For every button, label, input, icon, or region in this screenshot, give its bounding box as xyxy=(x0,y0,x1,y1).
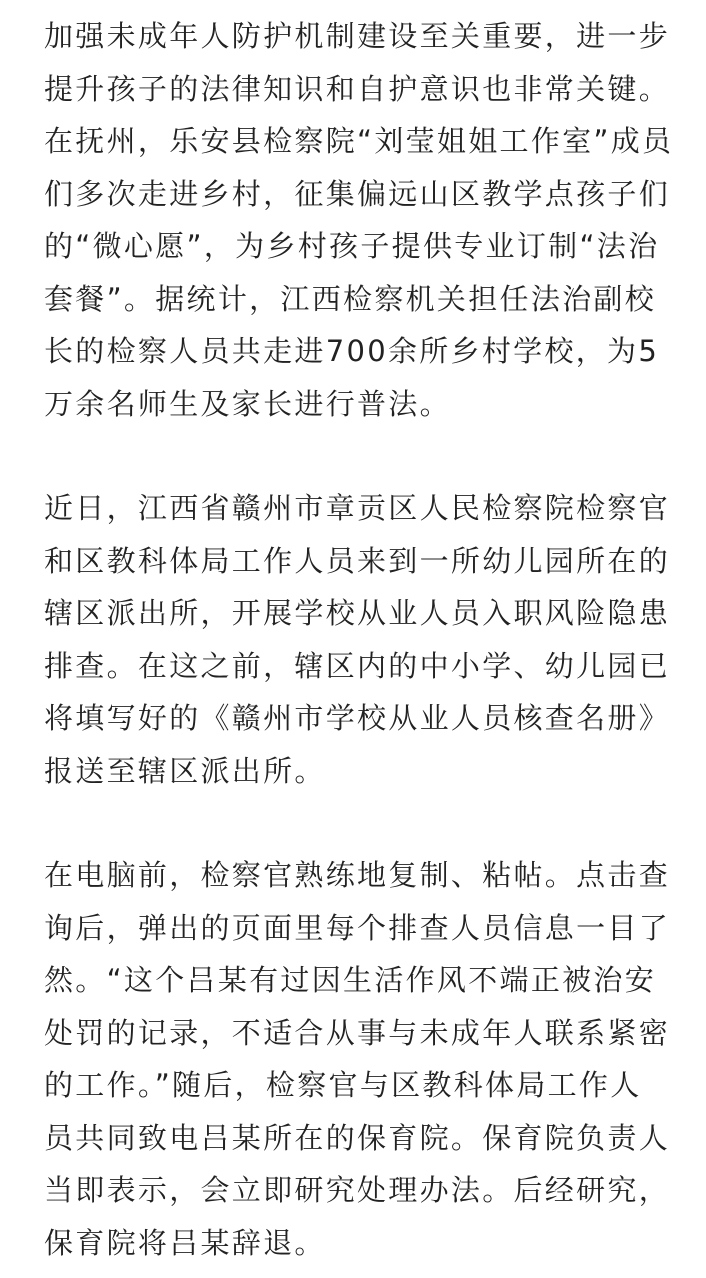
text-line: 套餐”。据统计，江西检察机关担任法治副校 xyxy=(44,281,657,316)
text-line: 和区教科体局工作人员来到一所幼儿园所在的 xyxy=(44,543,671,578)
text-line: 保育院将吕某辞退。 xyxy=(44,1225,326,1260)
text-line: 们多次走进乡村，征集偏远山区教学点孩子们 xyxy=(44,176,671,211)
text-line: 在电脑前，检察官熟练地复制、粘帖。点击查 xyxy=(44,858,671,892)
text-line: 然。“这个吕某有过因生活作风不端正被治安 xyxy=(44,963,657,997)
text-line: 询后，弹出的页面里每个排查人员信息一目了 xyxy=(44,910,671,945)
text-line: 的“微心愿”，为乡村孩子提供专业订制“法治 xyxy=(44,229,660,263)
text-line: 提升孩子的法律知识和自护意识也非常关键。 xyxy=(44,71,671,106)
paragraph-spacer xyxy=(44,430,670,482)
text-line: 长的检察人员共走进700余所乡村学校，为5 xyxy=(44,334,660,368)
article-body xyxy=(44,10,674,1269)
text-line: 加强未成年人防护机制建设至关重要，进一步 xyxy=(44,19,671,53)
paragraph-staff-screening xyxy=(44,482,670,797)
text-line: 辖区派出所，开展学校从业人员入职风险隐患 xyxy=(44,596,671,630)
paragraph-spacer xyxy=(44,797,670,849)
text-line: 报送至辖区派出所。 xyxy=(44,753,326,788)
text-line: 处罚的记录，不适合从事与未成年人联系紧密 xyxy=(44,1015,671,1050)
text-line: 在抚州，乐安县检察院“刘莹姐姐工作室”成员 xyxy=(44,124,674,158)
text-line: 的工作。”随后，检察官与区教科体局工作人 xyxy=(44,1068,642,1102)
text-line: 近日，江西省赣州市章贡区人民检察院检察官 xyxy=(44,491,671,525)
text-line: 员共同致电吕某所在的保育院。保育院负责人 xyxy=(44,1120,671,1155)
text-line: 当即表示，会立即研究处理办法。后经研究， xyxy=(44,1173,671,1207)
paragraph-juvenile-protection xyxy=(44,10,674,430)
text-line: 万余名师生及家长进行普法。 xyxy=(44,386,451,421)
text-line: 将填写好的《赣州市学校从业人员核查名册》 xyxy=(44,701,671,735)
text-line: 排查。在这之前，辖区内的中小学、幼儿园已 xyxy=(44,648,671,683)
paragraph-screening-result xyxy=(44,849,670,1269)
